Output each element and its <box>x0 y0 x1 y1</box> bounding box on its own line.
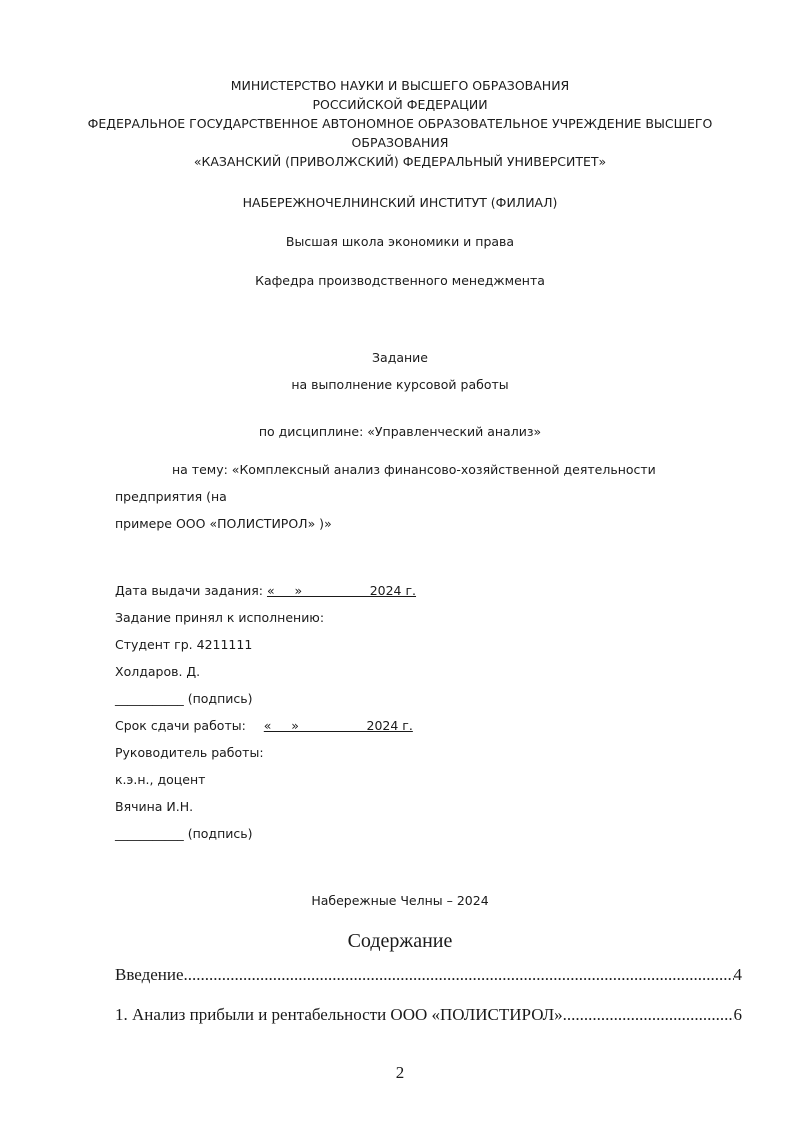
assignment-subtitle: на выполнение курсовой работы <box>291 377 509 392</box>
department-name: Кафедра производственного менеджмента <box>255 273 545 288</box>
toc-leader-dots <box>184 964 734 986</box>
supervisor-label: Руководитель работы: <box>115 745 264 760</box>
toc-item[interactable] <box>115 964 742 986</box>
supervisor-degree: к.э.н., доцент <box>115 772 206 787</box>
toc-item-page: 4 <box>733 965 742 984</box>
institute-name: НАБЕРЕЖНОЧЕЛНИНСКИЙ ИНСТИТУТ (ФИЛИАЛ) <box>242 195 558 210</box>
issue-date-value: « » 2024 г. <box>266 583 417 598</box>
supervisor-signature: ___________ (подпись) <box>115 826 253 841</box>
student-signature: ___________ (подпись) <box>115 691 253 706</box>
assignment-title: Задание <box>372 350 428 365</box>
header-line-2: РОССИЙСКОЙ ФЕДЕРАЦИИ <box>312 97 488 112</box>
toc-leader-dots <box>563 1004 734 1026</box>
header-line-1: МИНИСТЕРСТВО НАУКИ И ВЫСШЕГО ОБРАЗОВАНИЯ <box>230 78 570 93</box>
toc-item[interactable] <box>115 1004 742 1026</box>
due-date-label: Срок сдачи работы: <box>115 718 246 733</box>
topic-line-2: примере ООО «ПОЛИСТИРОЛ» )» <box>115 516 332 531</box>
toc-item-label: Введение <box>115 965 184 984</box>
header-line-5: «КАЗАНСКИЙ (ПРИВОЛЖСКИЙ) ФЕДЕРАЛЬНЫЙ УНИВЕРСИТЕТ» <box>193 154 607 169</box>
toc-item-label: 1. Анализ прибыли и рентабельности ООО «ПОЛИСТИРОЛ» <box>115 1005 563 1024</box>
student-name: Холдаров. Д. <box>115 664 201 679</box>
school-name: Высшая школа экономики и права <box>285 234 515 249</box>
issue-date-row <box>115 581 416 600</box>
header-line-4: ОБРАЗОВАНИЯ <box>351 135 449 150</box>
issue-date-label: Дата выдачи задания: <box>115 583 263 598</box>
toc-item-page: 6 <box>733 1005 742 1024</box>
topic-line-1: на тему: «Комплексный анализ финансово-хозяйственной деятельности предприятия (на <box>115 462 656 504</box>
accepted-label: Задание принял к исполнению: <box>115 610 325 625</box>
supervisor-name: Вячина И.Н. <box>115 799 194 814</box>
page-number: 2 <box>395 1063 405 1082</box>
student-group: Студент гр. 4211111 <box>115 637 253 652</box>
ministry-header <box>0 76 800 171</box>
due-date-value: « » 2024 г. <box>263 718 413 733</box>
toc-heading: Содержание <box>347 930 453 952</box>
discipline-line: по дисциплине: «Управленческий анализ» <box>258 424 542 439</box>
header-line-3: ФЕДЕРАЛЬНОЕ ГОСУДАРСТВЕННОЕ АВТОНОМНОЕ ОБРАЗОВАТЕЛЬНОЕ УЧРЕЖДЕНИЕ ВЫСШЕГО <box>87 116 713 131</box>
topic-paragraph <box>115 456 745 537</box>
due-date-row <box>115 716 413 735</box>
city-year: Набережные Челны – 2024 <box>311 893 489 908</box>
